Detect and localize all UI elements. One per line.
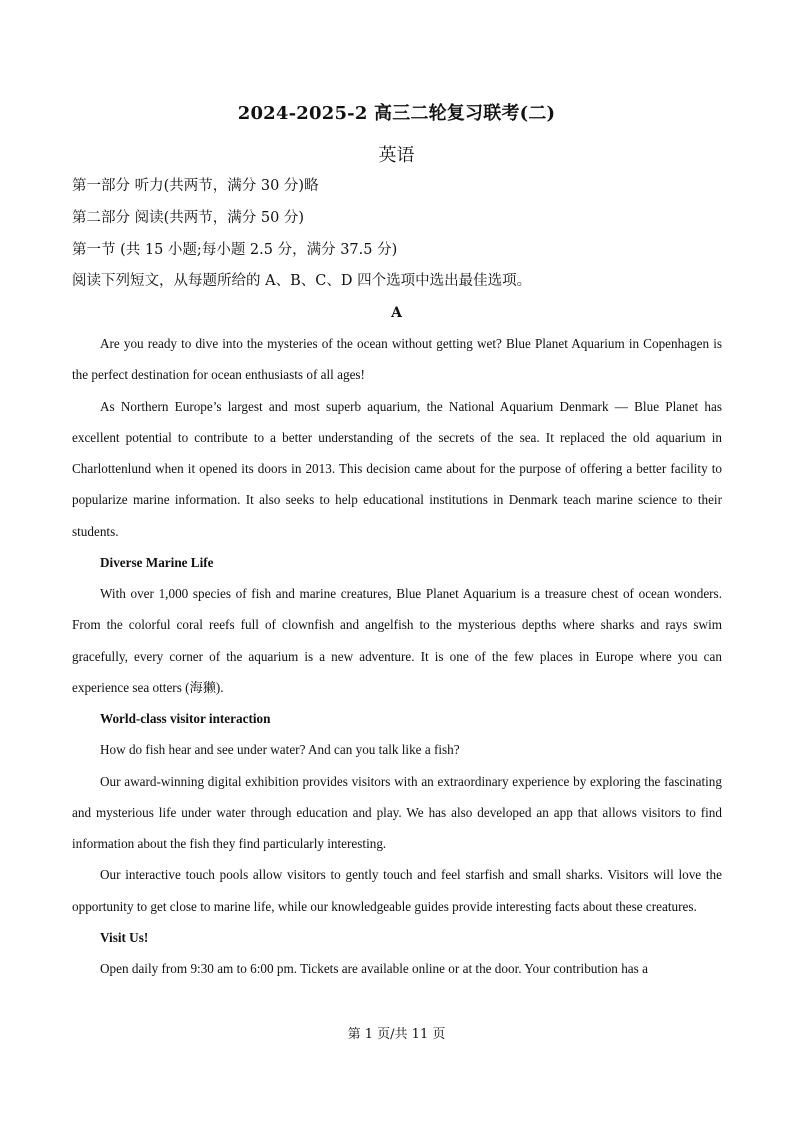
paragraph-touch-pools: Our interactive touch pools allow visitors to gently touch and feel starfish and small sharks. Visitors will love the opportunity to get close to marine life, while our knowledgeable guides provide interesting facts about these creatures. xyxy=(72,867,722,914)
passage-body xyxy=(72,328,722,984)
paragraph-hours: Open daily from 9:30 am to 6:00 pm. Tickets are available online or at the door. Your contribution has a xyxy=(100,961,648,976)
heading-visit-us: Visit Us! xyxy=(100,929,149,945)
page-number: 第 1 页/共 11 页 xyxy=(347,1027,446,1042)
section-part-one: 第一节 (共 15 小题;每小题 2.5 分，满分 37.5 分) xyxy=(72,242,398,258)
paragraph-digital-exhibition: Our award-winning digital exhibition provides visitors with an extraordinary experience by exploring the fascinating and mysterious life under water through education and play. We has also developed an app that allows visitors to find information about the fish they find particularly interesting. xyxy=(72,773,722,851)
section-listening: 第一部分 听力(共两节，满分 30 分)略 xyxy=(72,178,319,194)
section-reading: 第二部分 阅读(共两节，满分 50 分) xyxy=(72,210,305,226)
paragraph-intro: Are you ready to dive into the mysteries of the ocean without getting wet? Blue Planet Aquarium in Copenhagen is the perfect destination for ocean enthusiasts of all ages! xyxy=(72,336,722,383)
passage-label: A xyxy=(391,305,402,321)
paragraph-about: As Northern Europe’s largest and most superb aquarium, the National Aquarium Denmark — Blue Planet has excellent potential to contribute to a better understanding of the secrets of the sea. It replaced the old aquarium in Charlottenlund when it opened its doors in 2013. This decision came about for the purpose of offering a better facility to popularize marine information. It also seeks to help educational institutions in Denmark teach marine science to their students. xyxy=(72,398,722,539)
paragraph-questions: How do fish hear and see under water? And can you talk like a fish? xyxy=(100,742,460,758)
heading-visitor-interaction: World-class visitor interaction xyxy=(100,711,271,726)
heading-diverse-marine-life: Diverse Marine Life xyxy=(100,554,214,570)
section-instructions: 阅读下列短文，从每题所给的 A、B、C、D 四个选项中选出最佳选项。 xyxy=(72,273,532,289)
exam-title: 2024-2025-2 高三二轮复习联考(二) xyxy=(237,103,556,124)
subject-title: 英语 xyxy=(378,145,415,166)
paragraph-marine-life: With over 1,000 species of fish and marine creatures, Blue Planet Aquarium is a treasure chest of ocean wonders. From the colorful coral reefs full of clownfish and angelfish to the mysterious depths where sharks and rays swim gracefully, every corner of the aquarium is a new adventure. It is one of the few places in Europe where you can experience sea otters (海獭). xyxy=(72,586,722,695)
